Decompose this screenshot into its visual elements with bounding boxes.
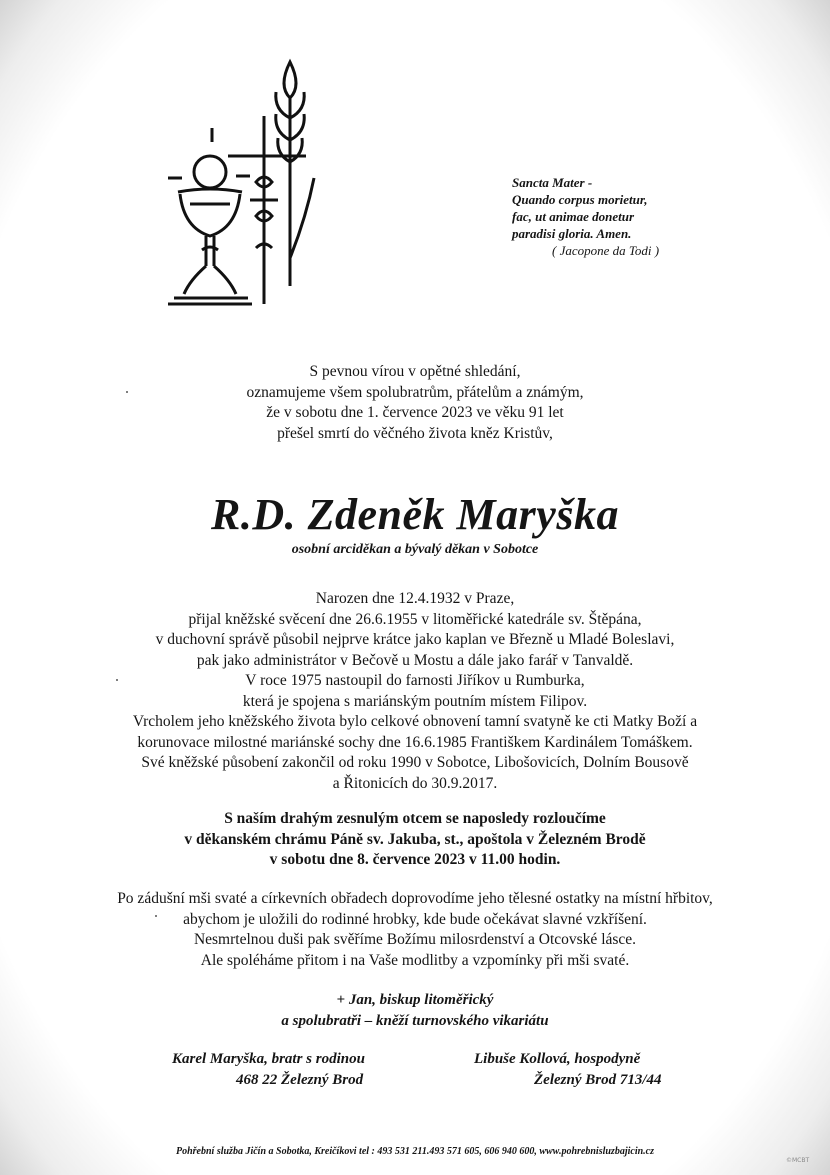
bishop-line: a spolubratři – kněží turnovského vikariátu — [281, 1012, 549, 1029]
bishop-signature — [60, 990, 770, 1031]
scan-watermark: ©MCBT — [786, 1157, 810, 1164]
biography — [60, 589, 770, 794]
signature-family — [172, 1049, 365, 1090]
announcement-intro — [60, 362, 770, 444]
intro-line: přešel smrtí do věčného života kněz Kristův, — [277, 424, 553, 442]
bio-line: Narozen dne 12.4.1932 v Praze, — [315, 590, 515, 607]
quote-line: Sancta Mater - — [512, 175, 593, 190]
intro-line: S pevnou vírou v opětné shledání, — [309, 363, 521, 380]
scan-speck — [116, 679, 118, 681]
bio-line: pak jako administrátor v Bečově u Mostu a dále jako farář v Tanvaldě. — [196, 651, 634, 669]
burial-line: Po zádušní mši svaté a církevních obřadech doprovodíme jeho tělesné ostatky na místní hřbitov, — [117, 890, 713, 907]
burial-details — [60, 889, 770, 971]
signature-name: Libuše Kollová, hospodyně — [474, 1051, 641, 1067]
scan-speck — [126, 391, 128, 393]
bio-line: Své kněžské působení zakončil od roku 1990 v Sobotce, Libošovicích, Dolním Bousově — [141, 754, 689, 771]
bio-line: V roce 1975 nastoupil do farnosti Jiříkov u Rumburka, — [245, 672, 585, 689]
funeral-line: v děkanském chrámu Páně sv. Jakuba, st., apoštola v Železném Brodě — [184, 830, 646, 848]
quote-author: ( Jacopone da Todi ) — [552, 243, 660, 258]
signature-address: Železný Brod 713/44 — [534, 1071, 662, 1088]
bio-line: korunovace milostné mariánské sochy dne 16.6.1985 Františkem Kardinálem Tomáškem. — [137, 733, 693, 751]
signature-address: 468 22 Železný Brod — [236, 1071, 364, 1088]
bio-line: která je spojena s mariánským poutním místem Filipov. — [242, 692, 588, 710]
bio-line: v duchovní správě působil nejprve krátce jako kaplan ve Březně u Mladé Boleslavi, — [155, 631, 675, 648]
bio-line: a Řitonicích do 30.9.2017. — [332, 774, 498, 792]
funeral-service-footer: Pohřební služba Jičín a Sobotka, Kreičíkovi tel : 493 531 211.493 571 605, 606 940 600, www.pohrebnisluzbajicin.cz — [175, 1146, 654, 1157]
burial-line: abychom je uložili do rodinné hrobky, kde bude očekávat slavné vzkříšení. — [183, 910, 647, 928]
intro-line: že v sobotu dne 1. července 2023 ve věku 91 let — [266, 404, 564, 421]
burial-line: Ale spoléháme přitom i na Vaše modlitby a vzpomínky při mši svaté. — [200, 951, 630, 969]
funeral-line: S naším drahým zesnulým otcem se naposledy rozloučíme — [224, 810, 606, 827]
chalice-cross-wheat-icon — [160, 58, 320, 310]
funeral-line: v sobotu dne 8. července 2023 v 11.00 hodin. — [269, 851, 561, 868]
scan-speck — [155, 915, 157, 917]
bishop-line: + Jan, biskup litoměřický — [336, 992, 494, 1008]
quote-line: Quando corpus morietur, — [512, 192, 648, 207]
signature-name: Karel Maryška, bratr s rodinou — [172, 1051, 365, 1067]
burial-line: Nesmrtelnou duši pak svěříme Božímu milosrdenství a Otcovské lásce. — [193, 931, 637, 948]
deceased-title: osobní arciděkan a bývalý děkan v Sobotce — [291, 542, 539, 557]
latin-quote — [512, 174, 742, 259]
intro-line: oznamujeme všem spolubratrům, přátelům a známým, — [246, 383, 584, 401]
signature-housekeeper — [474, 1049, 662, 1090]
deceased-name: R.D. Zdeněk Maryška — [211, 490, 619, 539]
bio-line: přijal kněžské svěcení dne 26.6.1955 v litoměřické katedrále sv. Štěpána, — [188, 610, 642, 628]
quote-line: paradisi gloria. Amen. — [512, 226, 632, 241]
quote-line: fac, ut animae donetur — [512, 209, 635, 224]
bio-line: Vrcholem jeho kněžského života bylo celkové obnovení tamní svatyně ke cti Matky Boží a — [132, 713, 698, 730]
funeral-details — [60, 809, 770, 871]
